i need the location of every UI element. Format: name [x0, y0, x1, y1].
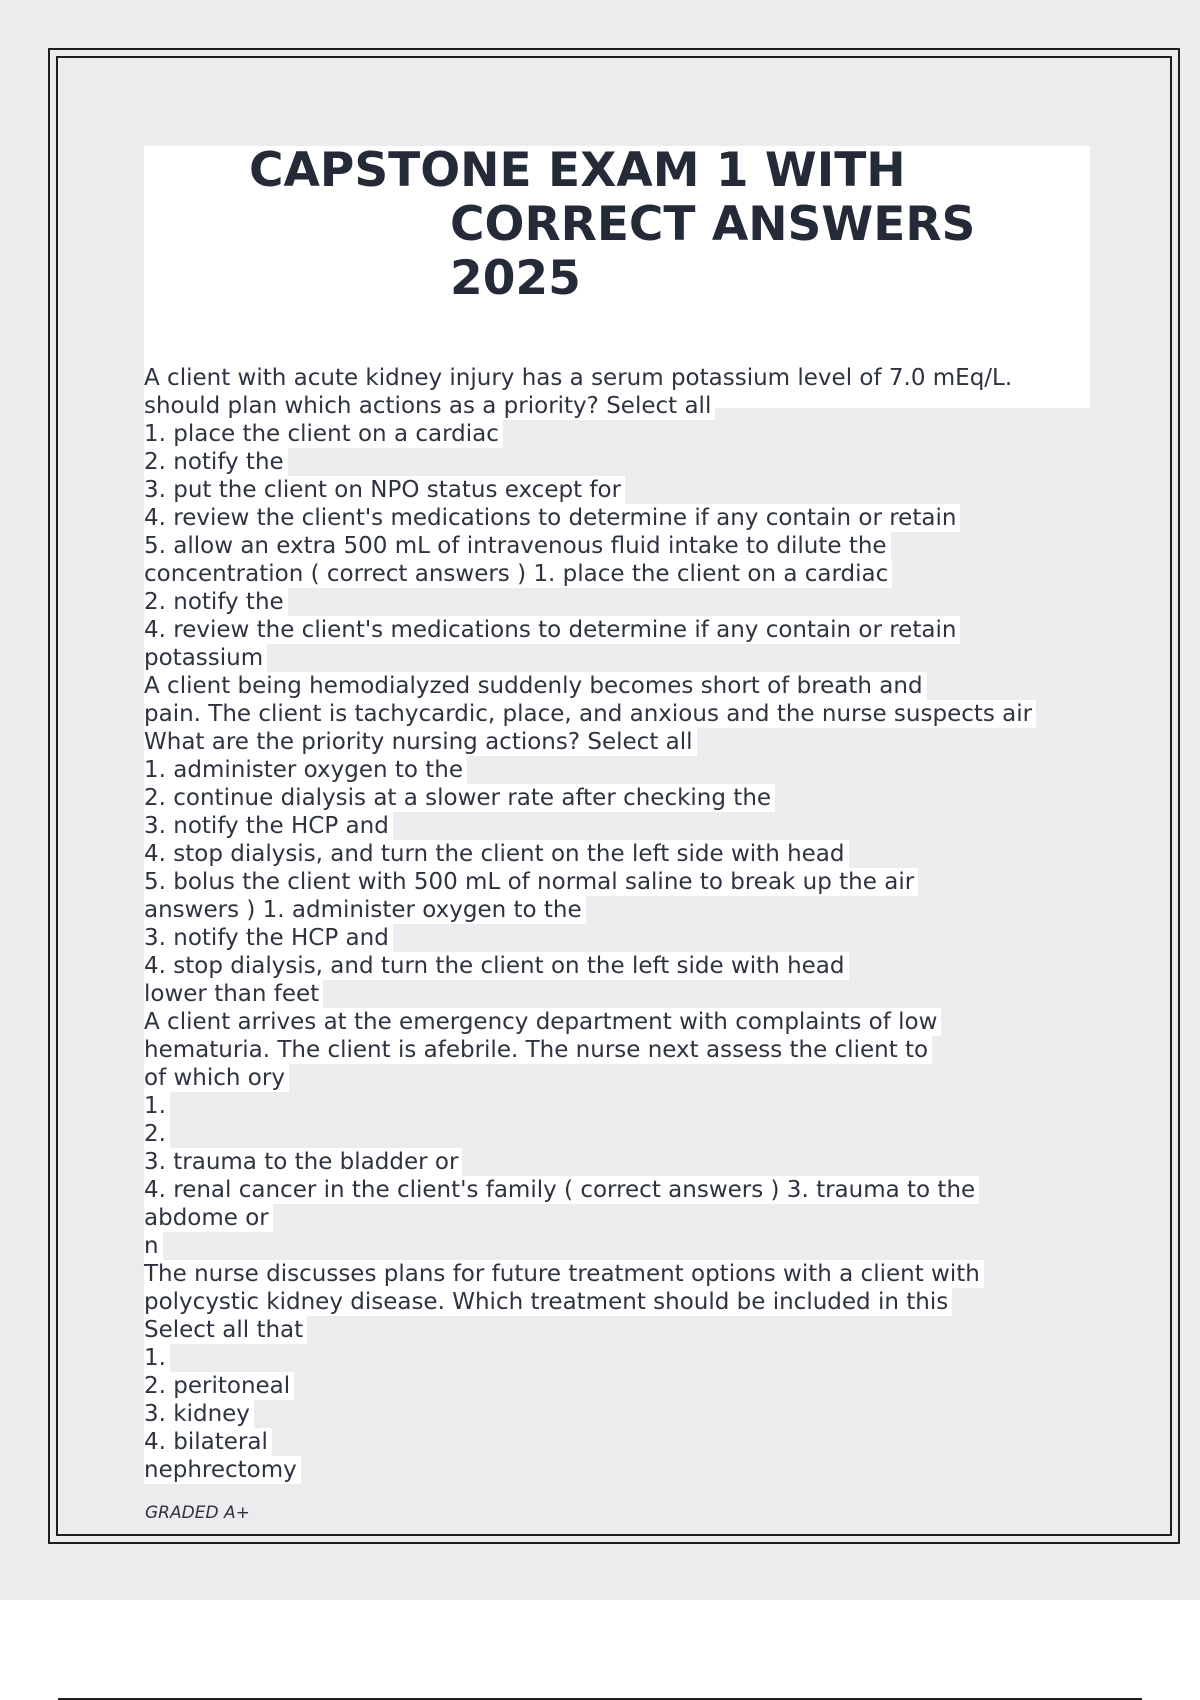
body-line-text: 4. stop dialysis, and turn the client on the left side with head [144, 952, 849, 980]
body-line-text: Select all that [144, 1316, 307, 1344]
body-line-text: lower than feet [144, 980, 323, 1008]
body-line [144, 392, 1036, 420]
body-line [144, 1148, 1036, 1176]
body-line [144, 504, 1036, 532]
body-line-text: 2. [144, 1120, 170, 1148]
body-line [144, 1064, 1036, 1092]
body-line-text: 3. kidney [144, 1400, 254, 1428]
body-line-text: What are the priority nursing actions? Select all [144, 728, 697, 756]
body-line [144, 588, 1036, 616]
body-line-text: 1. [144, 1344, 170, 1372]
body-line [144, 644, 1036, 672]
body-line [144, 1372, 1036, 1400]
body-line-text: 1. administer oxygen to the [144, 756, 467, 784]
body-line [144, 1344, 1036, 1372]
body-line-text: should plan which actions as a priority? Select all [144, 392, 715, 420]
body-line-text: hematuria. The client is afebrile. The nurse next assess the client to [144, 1036, 932, 1064]
body-line [144, 840, 1036, 868]
body-line [144, 1008, 1036, 1036]
body-line [144, 868, 1036, 896]
body-line [144, 476, 1036, 504]
body-line-text: 3. trauma to the bladder or [144, 1148, 462, 1176]
body-line [144, 784, 1036, 812]
body-line-text: nephrectomy [144, 1456, 301, 1484]
body-line-text: 2. notify the [144, 588, 288, 616]
body-line [144, 1092, 1036, 1120]
body-line [144, 896, 1036, 924]
body-line-text: potassium [144, 644, 267, 672]
body-line [144, 924, 1036, 952]
body-line [144, 1036, 1036, 1064]
body-line [144, 672, 1036, 700]
body-line-text: 4. bilateral [144, 1428, 272, 1456]
body-line [144, 1456, 1036, 1484]
body-line [144, 1316, 1036, 1344]
body-line [144, 1428, 1036, 1456]
body-line [144, 980, 1036, 1008]
body-line-text: 2. notify the [144, 448, 288, 476]
body-line-text: 1. place the client on a cardiac [144, 420, 503, 448]
body-line-text: 5. allow an extra 500 mL of intravenous fluid intake to dilute the [144, 532, 891, 560]
body-line [144, 1400, 1036, 1428]
body-line-text: 3. notify the HCP and [144, 924, 393, 952]
body-line-text: 1. [144, 1092, 170, 1120]
document-title-line-3: 2025 [450, 251, 581, 306]
body-line [144, 1260, 1036, 1288]
body-line [144, 728, 1036, 756]
body-line-text: 4. review the client's medications to determine if any contain or retain [144, 504, 960, 532]
body-line-text: of which ory [144, 1064, 289, 1092]
body-line-text: answers ) 1. administer oxygen to the [144, 896, 586, 924]
body-line [144, 1288, 1036, 1316]
body-line-text: 4. stop dialysis, and turn the client on the left side with head [144, 840, 849, 868]
body-line-text: 2. continue dialysis at a slower rate after checking the [144, 784, 775, 812]
body-line [144, 560, 1036, 588]
body-line-text: pain. The client is tachycardic, place, and anxious and the nurse suspects air [144, 700, 1036, 728]
body-line-text: 2. peritoneal [144, 1372, 294, 1400]
document-title-line-1: CAPSTONE EXAM 1 WITH [249, 143, 906, 198]
body-line [144, 1120, 1036, 1148]
graded-note: GRADED A+ [145, 1503, 250, 1523]
body-line [144, 812, 1036, 840]
body-line-text: 4. review the client's medications to determine if any contain or retain [144, 616, 960, 644]
body-line [144, 532, 1036, 560]
body-line-text: The nurse discusses plans for future treatment options with a client with [144, 1260, 984, 1288]
body-line-text: A client with acute kidney injury has a serum potassium level of 7.0 mEq/L. [144, 364, 1016, 392]
document-title-line-2: CORRECT ANSWERS [450, 197, 976, 252]
body-line-text: A client being hemodialyzed suddenly becomes short of breath and [144, 672, 927, 700]
document-body [144, 364, 1036, 1484]
body-line-text: A client arrives at the emergency department with complaints of low [144, 1008, 941, 1036]
body-line [144, 700, 1036, 728]
body-line-text: abdome or [144, 1204, 273, 1232]
body-line-text: n [144, 1232, 163, 1260]
body-line [144, 1176, 1036, 1204]
body-line-text: 5. bolus the client with 500 mL of normal saline to break up the air [144, 868, 918, 896]
body-line-text: 3. notify the HCP and [144, 812, 393, 840]
body-line [144, 420, 1036, 448]
body-line-text: polycystic kidney disease. Which treatment should be included in this [144, 1288, 952, 1316]
body-line-text: 3. put the client on NPO status except for [144, 476, 625, 504]
body-line [144, 364, 1036, 392]
body-line [144, 1204, 1036, 1232]
body-line-text: concentration ( correct answers ) 1. place the client on a cardiac [144, 560, 892, 588]
body-line [144, 756, 1036, 784]
body-line [144, 616, 1036, 644]
body-line [144, 1232, 1036, 1260]
body-line-text: 4. renal cancer in the client's family ( correct answers ) 3. trauma to the [144, 1176, 979, 1204]
body-line [144, 952, 1036, 980]
body-line [144, 448, 1036, 476]
